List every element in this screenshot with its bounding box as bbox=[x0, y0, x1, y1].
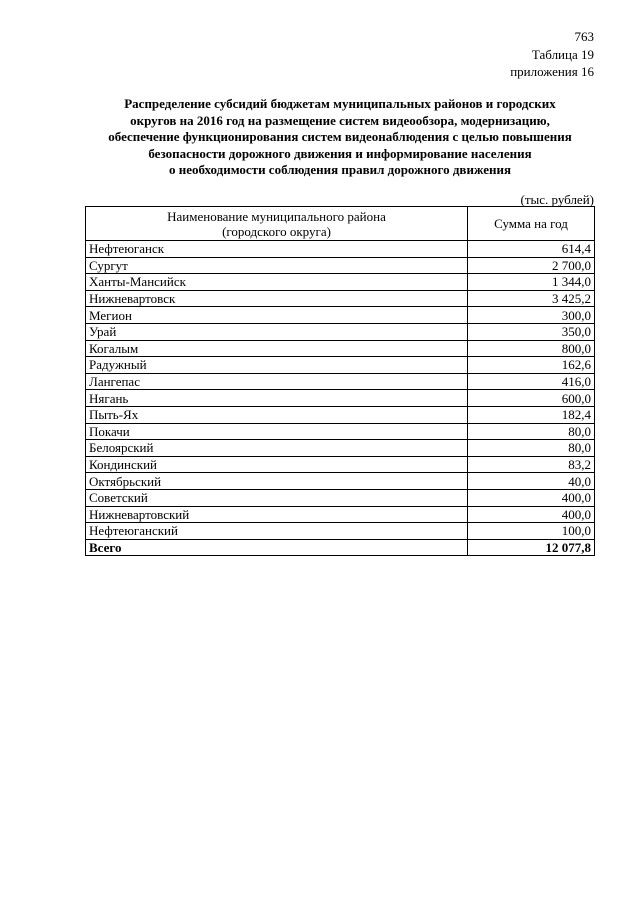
table-row bbox=[86, 307, 595, 324]
row-value-cell: 614,4 bbox=[468, 241, 595, 258]
row-value-cell: 83,2 bbox=[468, 456, 595, 473]
table-row bbox=[86, 506, 595, 523]
table-row bbox=[86, 274, 595, 291]
header-name-line1: Наименование муниципального района bbox=[167, 208, 386, 224]
table-row bbox=[86, 241, 595, 258]
table-row bbox=[86, 257, 595, 274]
table-reference bbox=[510, 46, 594, 80]
row-value-cell: 416,0 bbox=[468, 373, 595, 390]
title-line: безопасности дорожного движения и информирование населения bbox=[148, 145, 532, 161]
page-number: 763 bbox=[574, 29, 594, 44]
header-sum: Сумма на год bbox=[468, 207, 595, 241]
row-name-cell: Когалым bbox=[86, 340, 468, 357]
row-name-cell: Кондинский bbox=[86, 456, 468, 473]
row-name-cell: Мегион bbox=[86, 307, 468, 324]
row-name-cell: Советский bbox=[86, 489, 468, 506]
row-name-cell: Нефтеюганск bbox=[86, 241, 468, 258]
row-value-cell: 400,0 bbox=[468, 489, 595, 506]
table-row bbox=[86, 489, 595, 506]
title-line: обеспечение функционирования систем видеонаблюдения с целью повышения bbox=[108, 129, 572, 145]
row-value-cell: 80,0 bbox=[468, 423, 595, 440]
total-value: 12 077,8 bbox=[468, 539, 595, 556]
row-value-cell: 300,0 bbox=[468, 307, 595, 324]
row-name-cell: Нягань bbox=[86, 390, 468, 407]
row-name-cell: Радужный bbox=[86, 357, 468, 374]
row-value-cell: 40,0 bbox=[468, 473, 595, 490]
row-value-cell: 800,0 bbox=[468, 340, 595, 357]
table-row bbox=[86, 290, 595, 307]
row-value-cell: 100,0 bbox=[468, 523, 595, 540]
row-name-cell: Белоярский bbox=[86, 440, 468, 457]
row-name-cell: Октябрьский bbox=[86, 473, 468, 490]
row-name-cell: Сургут bbox=[86, 257, 468, 274]
table-row bbox=[86, 473, 595, 490]
row-value-cell: 400,0 bbox=[468, 506, 595, 523]
title-line: о необходимости соблюдения правил дорожного движения bbox=[169, 162, 511, 178]
table-header-row bbox=[86, 207, 595, 241]
total-label: Всего bbox=[86, 539, 468, 556]
row-value-cell: 2 700,0 bbox=[468, 257, 595, 274]
table-row bbox=[86, 323, 595, 340]
row-value-cell: 162,6 bbox=[468, 357, 595, 374]
title-line: округов на 2016 год на размещение систем видеообзора, модернизацию, bbox=[130, 112, 550, 128]
table-row bbox=[86, 456, 595, 473]
table-row bbox=[86, 523, 595, 540]
table-row bbox=[86, 357, 595, 374]
row-name-cell: Урай bbox=[86, 323, 468, 340]
table-body bbox=[86, 241, 595, 556]
row-name-cell: Нижневартовский bbox=[86, 506, 468, 523]
title-line: Распределение субсидий бюджетам муниципальных районов и городских bbox=[124, 96, 556, 111]
table-reference-line1: Таблица 19 bbox=[531, 47, 594, 62]
row-name-cell: Нижневартовск bbox=[86, 290, 468, 307]
table-row bbox=[86, 373, 595, 390]
units-label: (тыс. рублей) bbox=[520, 192, 594, 207]
row-value-cell: 182,4 bbox=[468, 406, 595, 423]
header-name-line2: (городского округа) bbox=[222, 223, 331, 239]
row-value-cell: 3 425,2 bbox=[468, 290, 595, 307]
table-row bbox=[86, 406, 595, 423]
row-value-cell: 600,0 bbox=[468, 390, 595, 407]
row-name-cell: Ханты-Мансийск bbox=[86, 274, 468, 291]
row-name-cell: Пыть-Ях bbox=[86, 406, 468, 423]
table-row bbox=[86, 340, 595, 357]
subsidy-table bbox=[85, 206, 595, 556]
header-name bbox=[86, 207, 468, 241]
row-value-cell: 80,0 bbox=[468, 440, 595, 457]
row-name-cell: Покачи bbox=[86, 423, 468, 440]
row-name-cell: Нефтеюганский bbox=[86, 523, 468, 540]
table-row bbox=[86, 390, 595, 407]
table-row bbox=[86, 423, 595, 440]
row-name-cell: Лангепас bbox=[86, 373, 468, 390]
document-title bbox=[84, 96, 596, 179]
total-row bbox=[86, 539, 595, 556]
table-row bbox=[86, 440, 595, 457]
table-reference-line2: приложения 16 bbox=[510, 64, 594, 79]
row-value-cell: 350,0 bbox=[468, 323, 595, 340]
row-value-cell: 1 344,0 bbox=[468, 274, 595, 291]
